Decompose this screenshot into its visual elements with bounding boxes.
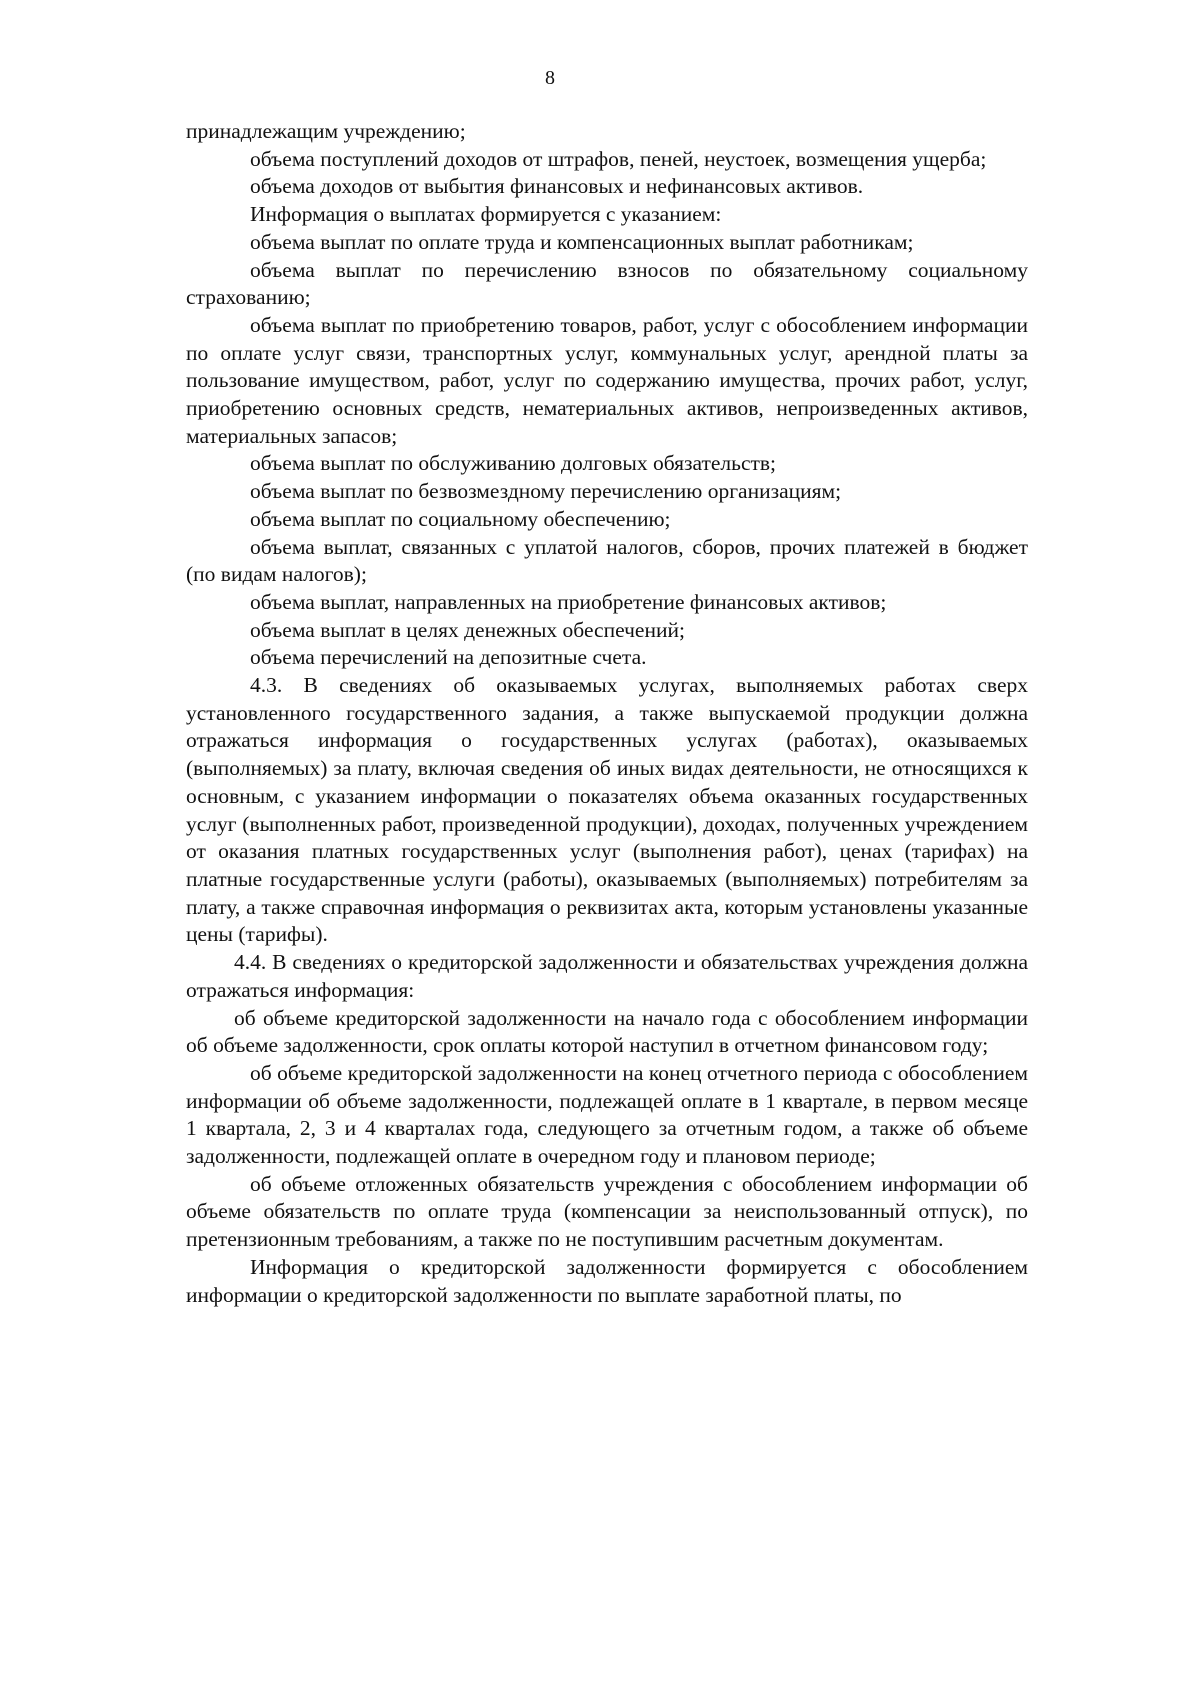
- paragraph: об объеме отложенных обязательств учреждения с обособлением информации об объеме обязательств по оплате труда (компенсации за неиспользованный отпуск), по претензионным требованиям, а также по не поступившим расчетным документам.: [186, 1171, 1028, 1252]
- paragraph: объема выплат по приобретению товаров, работ, услуг с обособлением информации по оплате услуг связи, транспортных услуг, коммунальных услуг, арендной платы за пользование имуществом, работ, услуг по содержанию имущества, прочих работ, услуг, приобретению основных средств, нематериальных активов, непроизведенных активов, материальных запасов;: [186, 312, 1028, 448]
- paragraph: объема выплат, связанных с уплатой налогов, сборов, прочих платежей в бюджет (по видам налогов);: [186, 534, 1028, 587]
- paragraph: объема выплат по перечислению взносов по обязательному социальному страхованию;: [186, 257, 1028, 310]
- section-4-3-paragraph: 4.3. В сведениях об оказываемых услугах, выполняемых работах сверх установленного государственного задания, а также выпускаемой продукции должна отражаться информация о государственных услугах (работах), оказываемых (выполняемых) за плату, включая сведения об иных видах деятельности, не относящихся к основным, с указанием информации о показателях объема оказанных государственных услуг (выполненных работ, произведенной продукции), доходах, полученных учреждением от оказания платных государственных услуг (выполнения работ), ценах (тарифах) на платные государственные услуги (работы), оказываемых (выполняемых) потребителям за плату, а также справочная информация о реквизитах акта, которым установлены указанные цены (тарифы).: [186, 673, 1028, 947]
- paragraph: объема выплат в целях денежных обеспечений;: [250, 617, 685, 642]
- paragraph: объема доходов от выбытия финансовых и нефинансовых активов.: [250, 174, 864, 199]
- document-body: [186, 118, 1028, 1309]
- paragraph: объема выплат по оплате труда и компенсационных выплат работникам;: [250, 229, 914, 254]
- paragraph: Информация о выплатах формируется с указанием:: [250, 202, 722, 227]
- paragraph: объема поступлений доходов от штрафов, пеней, неустоек, возмещения ущерба;: [250, 146, 987, 171]
- section-4-4-paragraph: 4.4. В сведениях о кредиторской задолженности и обязательствах учреждения должна отражаться информация:: [186, 950, 1028, 1002]
- page-number: 8: [545, 67, 555, 89]
- paragraph: объема выплат по социальному обеспечению;: [250, 506, 671, 531]
- paragraph: объема выплат, направленных на приобретение финансовых активов;: [250, 589, 887, 614]
- paragraph: объема выплат по обслуживанию долговых обязательств;: [250, 451, 777, 476]
- paragraph: объема выплат по безвозмездному перечислению организациям;: [250, 479, 842, 504]
- paragraph: об объеме кредиторской задолженности на конец отчетного периода с обособлением информации об объеме задолженности, подлежащей оплате в 1 квартале, в первом месяце 1 квартала, 2, 3 и 4 кварталах года, следующего за отчетным годом, а также об объеме задолженности, подлежащей оплате в очередном году и плановом периоде;: [186, 1060, 1028, 1169]
- paragraph: об объеме кредиторской задолженности на начало года с обособлением информации об объеме задолженности, срок оплаты которой наступил в отчетном финансовом году;: [186, 1005, 1028, 1058]
- paragraph: Информация о кредиторской задолженности формируется с обособлением информации о кредиторской задолженности по выплате заработной платы, по: [186, 1254, 1028, 1307]
- paragraph-continuation: принадлежащим учреждению;: [186, 119, 466, 143]
- paragraph: объема перечислений на депозитные счета.: [250, 645, 647, 670]
